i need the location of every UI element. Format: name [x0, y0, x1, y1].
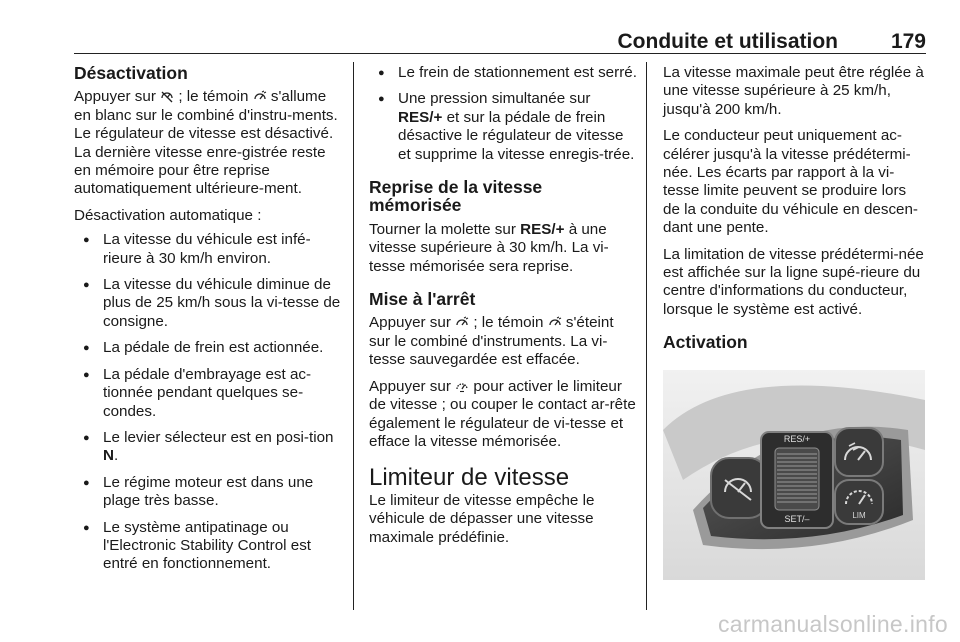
section-heading-desactivation: Désactivation	[74, 63, 188, 83]
text-span: .	[113, 447, 119, 465]
column-divider-2	[646, 62, 647, 610]
bold-text: RES/+	[520, 220, 565, 238]
cruise-off-icon	[160, 89, 174, 103]
list-item: ● Le régime moteur est dans une plage très basse.	[74, 474, 346, 511]
text-span: Tourner la molette sur	[369, 220, 516, 238]
text-span: Le levier sélecteur est en posi-tion	[103, 428, 334, 446]
list-item: ● La pédale de frein est actionnée.	[74, 339, 346, 357]
list-item: ● La vitesse du véhicule diminue de plus de 25 km/h sous la vi-tesse de consigne.	[74, 276, 346, 331]
paragraph	[74, 88, 346, 198]
text-span: s'allume en blanc sur le combiné d'instru-ments. Le régulateur de vitesse est désactivé. La dernière vitesse enre-gistrée reste en mémoire pour être reprise automatiquement ultérieure-ment.	[74, 88, 338, 198]
res-label: RES/+	[783, 434, 811, 444]
column-2	[369, 64, 637, 555]
thumbwheel	[775, 448, 819, 510]
text-span: s'éteint sur le combiné d'instruments. La vi-tesse sauvegardée est effacée.	[369, 314, 614, 369]
lim-label: LIM	[852, 511, 866, 520]
text-span: Appuyer sur	[369, 314, 451, 332]
steering-wheel-controls-photo	[663, 370, 925, 580]
list-item: ● La pédale d'embrayage est ac-tionnée pendant quelques se-condes.	[74, 366, 346, 421]
list-item: ● Le frein de stationnement est serré.	[369, 64, 637, 82]
paragraph: La limitation de vitesse prédétermi-née est affichée sur la ligne supé-rieure du centre d'informations du conducteur, lorsque le système est activé.	[663, 245, 924, 318]
text-span: Une pression simultanée sur	[398, 90, 591, 108]
paragraph	[369, 314, 637, 369]
cruise-control-button	[835, 428, 883, 476]
text-span: ; le témoin	[178, 88, 249, 106]
column-divider-1	[353, 62, 354, 610]
continued-list	[369, 64, 637, 164]
auto-deactivation-list	[74, 231, 346, 574]
cruise-control-icon	[548, 315, 562, 329]
bold-text: N	[103, 447, 114, 465]
list-item	[74, 429, 346, 466]
auto-intro: Désactivation automatique :	[74, 206, 262, 224]
list-item: ● Le système antipatinage ou l'Electronic Stability Control est entré en fonctionnement.	[74, 519, 346, 574]
page-header-title: Conduite et utilisation	[617, 30, 838, 53]
text-span: à une vitesse supérieure à 30 km/h. La vi-tesse mémorisée sera reprise.	[369, 220, 609, 275]
list-item: ● La vitesse du véhicule est infé-rieure à 30 km/h environ.	[74, 231, 346, 268]
paragraph: Le limiteur de vitesse empêche le véhicule de dépasser une vitesse maximale prédéfinie.	[369, 491, 595, 546]
watermark: carmanualsonline.info	[717, 611, 948, 637]
cruise-control-icon	[253, 89, 267, 103]
section-heading-activation: Activation	[663, 332, 748, 353]
text-span: et sur la pédale de frein désactive le régulateur de vitesse et supprime la vitesse enregis-trée.	[398, 108, 635, 163]
header-rule	[74, 53, 926, 54]
text-span: Appuyer sur	[74, 88, 156, 106]
steering-wheel-illustration	[663, 370, 925, 580]
paragraph: Le conducteur peut uniquement ac-célérer jusqu'à la vitesse prédétermi-née. Les écarts par rapport à la vi-tesse limite peuvent se produire lors de la conduite du véhicule en descen-dant une pente.	[663, 127, 918, 237]
text-span: Appuyer sur	[369, 377, 451, 395]
cruise-control-icon	[455, 315, 469, 329]
section-heading-limiteur: Limiteur de vitesse	[369, 464, 570, 492]
set-label: SET/–	[784, 514, 810, 524]
paragraph	[369, 378, 637, 452]
bold-text: RES/+	[398, 108, 443, 126]
paragraph: La vitesse maximale peut être réglée à une vitesse supérieure à 25 km/h, jusqu'à 200 km/h.	[663, 64, 924, 118]
text-span: ; le témoin	[473, 314, 544, 332]
column-1	[74, 64, 346, 582]
list-item	[369, 90, 637, 164]
text-span: pour activer le limiteur de vitesse ; ou couper le contact ar-rête également le régulateur de vi-tesse et efface la vitesse mémorisée.	[369, 377, 636, 450]
section-heading-arret: Mise à l'arrêt	[369, 289, 476, 310]
cruise-off-button	[711, 458, 767, 518]
column-3	[663, 64, 927, 358]
speed-limiter-icon	[455, 379, 469, 393]
paragraph	[369, 221, 637, 276]
page-header	[74, 24, 926, 53]
section-heading-reprise: Reprise de la vitesse mémorisée	[369, 177, 543, 216]
page-number: 179	[890, 30, 926, 53]
